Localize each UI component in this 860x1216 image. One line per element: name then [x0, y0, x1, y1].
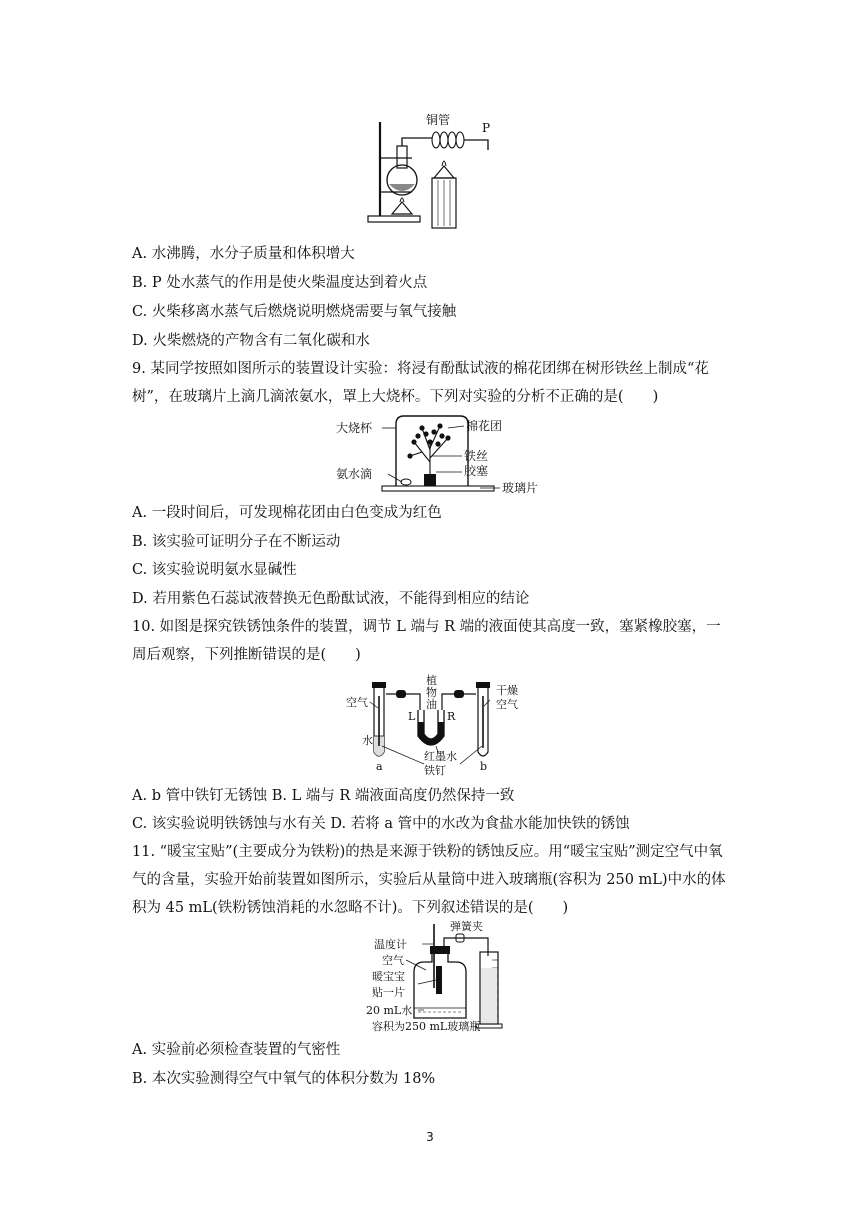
tube-b-label: b	[480, 760, 488, 773]
copper-tube-label: 铜管	[426, 113, 451, 127]
copper-tube-apparatus-figure	[360, 108, 510, 233]
wire-label: 铁丝	[464, 449, 489, 463]
q10-options-line-2: C. 该实验说明铁锈蚀与水有关 D. 若将 a 管中的水改为食盐水能加快铁的锈蚀	[132, 816, 630, 832]
q10-stem-line-2: 周后观察，下列推断错误的是( )	[132, 647, 361, 663]
q9-option-c: C. 该实验说明氨水显碱性	[132, 562, 297, 578]
warmer-label-2: 贴一片	[372, 986, 405, 999]
q11-option-b: B. 本次实验测得空气中氧气的体积分数为 18%	[132, 1071, 436, 1087]
water-label: 水	[362, 734, 373, 747]
air-label: 空气	[346, 696, 368, 709]
dry-air-label-1: 干燥	[496, 684, 518, 697]
p-label: P	[482, 121, 491, 135]
water-volume-label: 20 mL水	[366, 1004, 413, 1017]
oil-label-1: 植	[426, 674, 437, 687]
q9-stem-line-2: 树”，在玻璃片上滴几滴浓氨水，罩上大烧杯。下列对实验的分析不正确的是( )	[132, 389, 659, 405]
q11-option-a: A. 实验前必须检查装置的气密性	[132, 1042, 341, 1058]
q10-stem-line-1: 10. 如图是探究铁锈蚀条件的装置，调节 L 端与 R 端的液面使其高度一致，塞紧橡胶塞，一	[132, 619, 721, 635]
ammonia-drop-label: 氨水滴	[336, 467, 373, 481]
stopper-label: 胶塞	[464, 464, 489, 478]
nail-label: 铁钉	[424, 764, 446, 777]
beaker-label: 大烧杯	[336, 421, 373, 435]
q10-options-line-1: A. b 管中铁钉无锈蚀 B. L 端与 R 端液面高度仍然保持一致	[132, 788, 515, 804]
red-ink-label: 红墨水	[424, 750, 457, 763]
q8-option-a: A. 水沸腾，水分子质量和体积增大	[132, 246, 355, 262]
r-label: R	[447, 710, 456, 723]
q9-option-a: A. 一段时间后，可发现棉花团由白色变成为红色	[132, 505, 442, 521]
air-label: 空气	[382, 954, 404, 967]
q9-stem-line-1: 9. 某同学按照如图所示的装置设计实验：将浸有酚酞试液的棉花团绑在树形铁丝上制成“花	[132, 361, 709, 377]
bottle-capacity-label: 容积为250 mL玻璃瓶	[372, 1020, 481, 1033]
q11-stem-line-1: 11. “暖宝宝贴”(主要成分为铁粉)的热是来源于铁粉的锈蚀反应。用“暖宝宝贴”测定空气中氧	[132, 844, 723, 860]
page-number: 3	[426, 1130, 434, 1144]
cotton-label: 棉花团	[466, 419, 503, 433]
l-label: L	[408, 710, 416, 723]
q8-option-b: B. P 处水蒸气的作用是使火柴温度达到着火点	[132, 275, 428, 291]
tube-a-label: a	[376, 760, 383, 773]
hand-warmer-apparatus-figure	[362, 918, 518, 1034]
warmer-label-1: 暖宝宝	[372, 970, 405, 983]
oil-label-2: 物	[426, 686, 437, 699]
q11-stem-line-2: 气的含量，实验开始前装置如图所示，实验后从量筒中进入玻璃瓶(容积为 250 mL)中水的体	[132, 872, 726, 888]
q11-stem-line-3: 积为 45 mL(铁粉锈蚀消耗的水忽略不计)。下列叙述错误的是( )	[132, 900, 569, 916]
q9-option-d: D. 若用紫色石蕊试液替换无色酚酞试液，不能得到相应的结论	[132, 591, 530, 607]
thermometer-label: 温度计	[374, 938, 407, 951]
clamp-label: 弹簧夹	[450, 920, 483, 933]
q8-option-d: D. 火柴燃烧的产物含有二氧化碳和水	[132, 333, 370, 349]
dry-air-label-2: 空气	[496, 698, 518, 711]
q8-option-c: C. 火柴移离水蒸气后燃烧说明燃烧需要与氧气接触	[132, 304, 457, 320]
oil-label-3: 油	[426, 698, 437, 711]
cotton-tree-beaker-figure	[330, 412, 540, 498]
q9-option-b: B. 该实验可证明分子在不断运动	[132, 534, 341, 550]
iron-rust-u-tube-figure	[340, 674, 530, 780]
glass-plate-label: 玻璃片	[502, 481, 539, 495]
